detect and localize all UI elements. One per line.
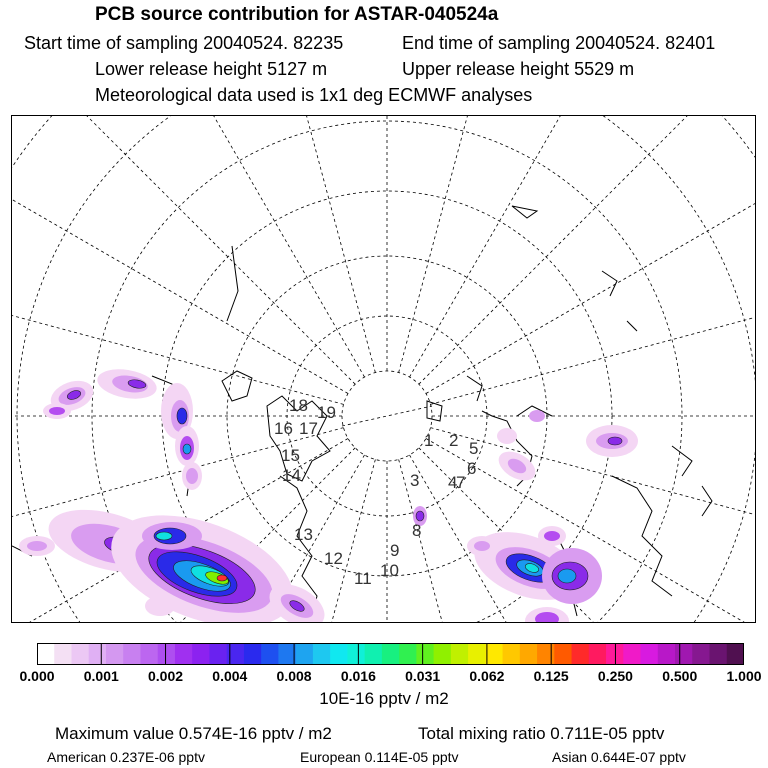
plume-contour <box>177 408 187 424</box>
colorbar-bin <box>365 643 383 665</box>
plume-contour <box>529 410 545 422</box>
colorbar-bin <box>347 643 365 665</box>
colorbar-bin <box>37 643 55 665</box>
colorbar-bin <box>158 643 176 665</box>
colorbar-bin <box>209 643 227 665</box>
colorbar-bin <box>554 643 572 665</box>
colorbar-unit: 10E-16 pptv / m2 <box>319 689 449 708</box>
meridian-line <box>12 116 365 377</box>
colorbar-bin <box>416 643 434 665</box>
meridian-line <box>410 116 757 377</box>
trajectory-label: 13 <box>294 525 313 544</box>
plume-contour <box>145 596 175 616</box>
colorbar-bin <box>520 643 538 665</box>
trajectory-label: 19 <box>317 403 336 422</box>
colorbar-bin <box>89 643 107 665</box>
plume-contour <box>183 444 191 454</box>
colorbar-bin <box>658 643 676 665</box>
colorbar-bin <box>537 643 555 665</box>
trajectory-label: 11 <box>354 569 372 588</box>
colorbar-bin <box>261 643 279 665</box>
trajectory-label: 6 <box>467 459 477 478</box>
plume-contour <box>497 428 517 444</box>
colorbar-tick-label: 0.031 <box>405 668 441 684</box>
colorbar-bin <box>106 643 124 665</box>
colorbar-bin <box>710 643 728 665</box>
colorbar-tick-label: 0.016 <box>340 668 376 684</box>
upper-height-label: Upper release height 5529 m <box>402 59 635 79</box>
trajectory-label: 3 <box>410 471 420 490</box>
colorbar-bin <box>503 643 521 665</box>
colorbar-bin <box>399 643 417 665</box>
colorbar-bin <box>296 643 314 665</box>
colorbar-bin <box>485 643 503 665</box>
latitude-circle <box>342 371 432 461</box>
polar-map <box>12 116 756 623</box>
plume-contour <box>544 531 560 541</box>
meridian-line <box>12 183 344 404</box>
colorbar-tick-label: 0.001 <box>83 668 119 684</box>
colorbar-bin <box>451 643 469 665</box>
meridian-line <box>419 116 756 384</box>
plume-contour <box>27 541 47 551</box>
total-mixing-label: Total mixing ratio 0.711E-05 pptv <box>418 724 665 743</box>
coastline <box>467 376 482 401</box>
colorbar-bin <box>278 643 296 665</box>
trajectory-label: 7 <box>456 473 466 492</box>
colorbar-bin <box>244 643 262 665</box>
trajectory-label: 18 <box>289 396 308 415</box>
colorbar-bin <box>606 643 624 665</box>
colorbar-bin <box>641 643 659 665</box>
colorbar-tick-label: 0.002 <box>148 668 184 684</box>
meridian-line <box>399 116 620 373</box>
trajectory-label: 4 <box>448 473 458 492</box>
american-label: American 0.237E-06 pptv <box>47 749 205 765</box>
colorbar <box>37 643 744 665</box>
colorbar-tick-label: 0.062 <box>469 668 505 684</box>
colorbar-bin <box>382 643 400 665</box>
colorbar-tick-label: 0.004 <box>212 668 248 684</box>
trajectory-label: 14 <box>282 466 301 485</box>
colorbar-bin <box>140 643 158 665</box>
trajectory-label: 10 <box>380 561 399 580</box>
map-panel <box>11 115 756 623</box>
plume-contour <box>474 541 490 551</box>
trajectory-label: 15 <box>281 446 300 465</box>
colorbar-tick-label: 0.008 <box>276 668 312 684</box>
european-label: European 0.114E-05 pptv <box>300 749 459 765</box>
colorbar-bin <box>434 643 452 665</box>
plot-title: PCB source contribution for ASTAR-040524a <box>95 4 499 25</box>
coastline <box>227 246 238 321</box>
coastline <box>512 206 537 218</box>
trajectory-label: 2 <box>449 431 459 450</box>
meridian-line <box>430 183 756 404</box>
colorbar-tick-label: 0.000 <box>19 668 55 684</box>
colorbar-tick-label: 0.500 <box>662 668 698 684</box>
start-time-label: Start time of sampling 20040524. 82235 <box>24 33 344 53</box>
colorbar-bin <box>727 643 744 665</box>
trajectory-label: 16 <box>274 419 293 438</box>
coastline <box>627 321 637 331</box>
met-data-label: Meteorological data used is 1x1 deg ECMWF analyses <box>95 85 533 105</box>
coastline <box>672 446 692 476</box>
plume-contour <box>416 511 424 521</box>
plume-contour <box>49 407 65 415</box>
trajectory-label: 17 <box>299 419 318 438</box>
meridian-line <box>342 406 432 426</box>
meridian-line <box>12 116 355 384</box>
colorbar-bin <box>175 643 193 665</box>
plume-contour <box>608 437 622 445</box>
colorbar-bin <box>675 643 693 665</box>
colorbar-tick-label: 0.125 <box>533 668 569 684</box>
lower-height-label: Lower release height 5127 m <box>95 59 328 79</box>
plume-contour <box>558 569 576 583</box>
trajectory-label: 9 <box>390 541 400 560</box>
trajectory-label: 5 <box>469 439 479 458</box>
colorbar-bin <box>692 643 710 665</box>
meridian-line <box>12 116 348 394</box>
end-time-label: End time of sampling 20040524. 82401 <box>402 33 716 53</box>
meridian-line <box>426 116 756 394</box>
meridian-line <box>154 116 375 373</box>
plume-contour <box>156 532 172 540</box>
colorbar-tick-label: 0.250 <box>597 668 633 684</box>
colorbar-bin <box>623 643 641 665</box>
colorbar-bin <box>192 643 210 665</box>
max-value-label: Maximum value 0.574E-16 pptv / m2 <box>55 724 332 743</box>
colorbar-bin <box>589 643 607 665</box>
plume-contour <box>186 468 198 484</box>
trajectory-label: 1 <box>424 431 434 450</box>
coastline <box>427 401 442 421</box>
coastline <box>612 476 672 596</box>
plume-contour <box>217 575 227 581</box>
colorbar-bin <box>54 643 72 665</box>
colorbar-bin <box>572 643 590 665</box>
colorbar-bin <box>123 643 141 665</box>
colorbar-bin <box>330 643 348 665</box>
asian-label: Asian 0.644E-07 pptv <box>552 749 686 765</box>
colorbar-bin <box>313 643 331 665</box>
colorbar-tick-label: 1.000 <box>726 668 762 684</box>
trajectory-label: 12 <box>324 549 343 568</box>
colorbar-bin <box>468 643 486 665</box>
trajectory-label: 8 <box>412 521 422 540</box>
coastline <box>602 271 617 296</box>
colorbar-bin <box>71 643 89 665</box>
